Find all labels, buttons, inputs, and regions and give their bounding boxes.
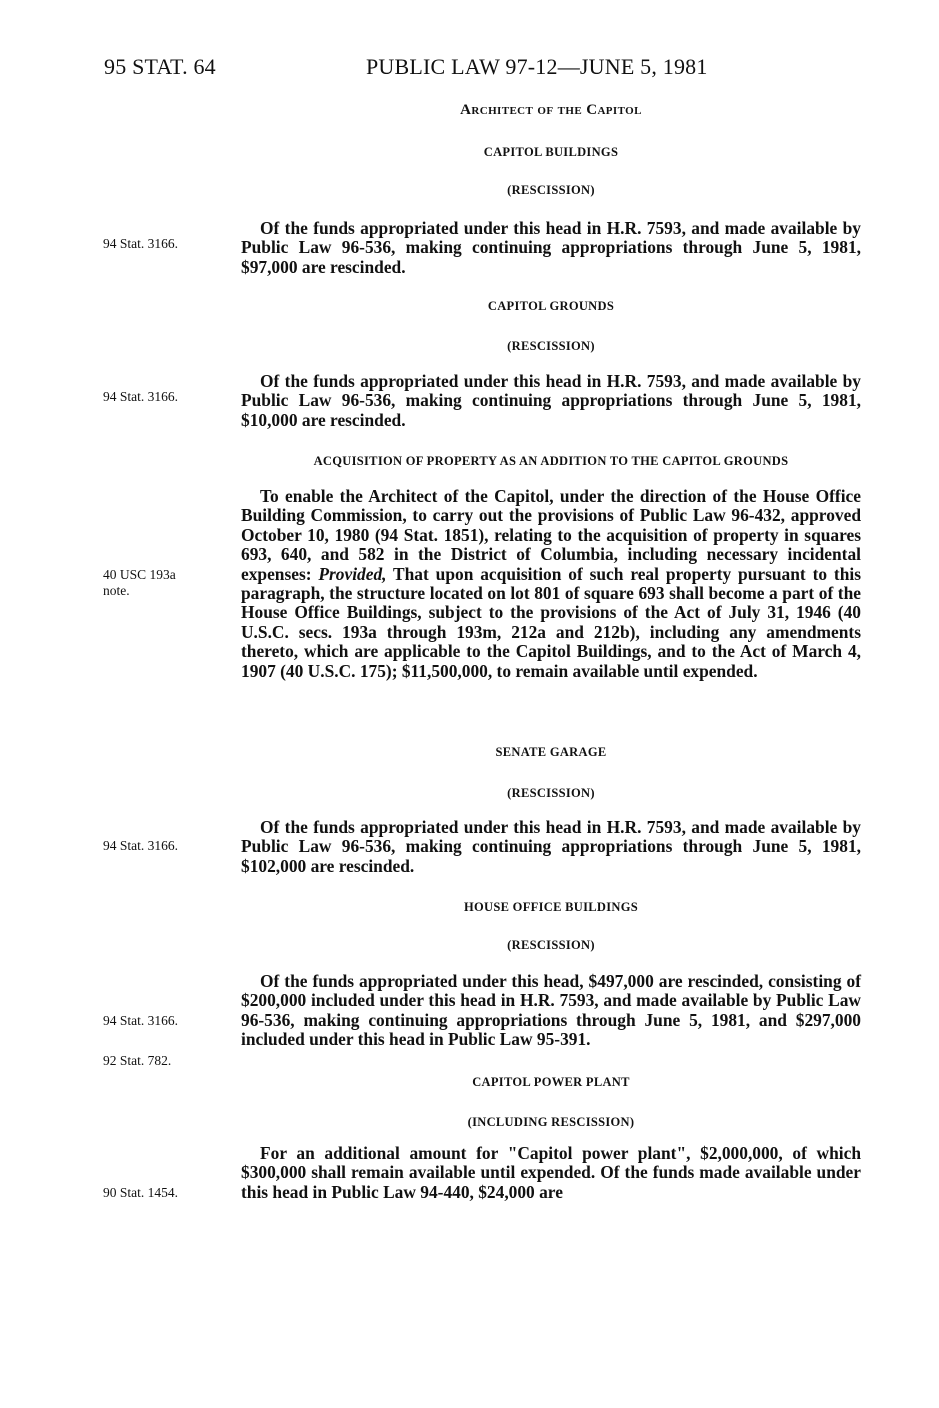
section-subheading-capitol-power-plant: (INCLUDING RESCISSION) [467,1115,635,1129]
margin-note-capitol-grounds: 94 Stat. 3166. [103,389,179,404]
acquisition-proviso: Provided, [318,563,387,584]
section-subheading-senate-garage: (RESCISSION) [507,786,595,800]
paragraph-senate-garage: Of the funds appropriated under this head in H.R. 7593, and made available by Public Law 96-536, making continuing appropriations through June 5, 1981, $102,000 are rescinded. [241,817,861,876]
paragraph-capitol-grounds: Of the funds appropriated under this head in H.R. 7593, and made available by Public Law 96-536, making continuing appropriations through June 5, 1981, $10,000 are rescinded. [241,371,861,430]
agency-heading: Architect of the Capitol [460,102,642,118]
paragraph-acquisition [241,487,861,681]
section-subheading-capitol-grounds: (RESCISSION) [507,339,595,353]
section-heading-senate-garage: SENATE GARAGE [495,745,607,759]
margin-note-acquisition-note: note. [103,583,130,598]
section-heading-capitol-buildings: CAPITOL BUILDINGS [483,145,619,159]
margin-note-house-office-94: 94 Stat. 3166. [103,1013,179,1028]
stat-reference: 95 STAT. 64 [104,54,216,79]
margin-note-capitol-buildings: 94 Stat. 3166. [103,236,179,251]
section-heading-capitol-grounds: CAPITOL GROUNDS [487,299,615,313]
section-heading-acquisition: ACQUISITION OF PROPERTY AS AN ADDITION TO THE CAPITOL GROUNDS [313,454,789,468]
margin-note-capitol-power-plant: 90 Stat. 1454. [103,1185,179,1200]
margin-note-acquisition-usc: 40 USC 193a [103,567,176,582]
section-heading-house-office-buildings: HOUSE OFFICE BUILDINGS [464,900,638,914]
margin-note-house-office-92: 92 Stat. 782. [103,1053,172,1068]
paragraph-capitol-buildings: Of the funds appropriated under this head in H.R. 7593, and made available by Public Law 96-536, making continuing appropriations through June 5, 1981, $97,000 are rescinded. [241,218,861,277]
acquisition-text-after: That upon acquisition of such real property pursuant to this paragraph, the structure located on lot 801 of square 693 shall become a part of the House Office Buildings, subject to the provisions of the Act of July 31, 1946 (40 U.S.C. secs. 193a through 193m, 212a and 212b), including any amendments thereto, which are applicable to the Capitol Buildings, and to the Act of March 4, 1907 (40 U.S.C. 175); $11,500,000, to remain available until expended. [241,563,861,681]
margin-note-senate-garage: 94 Stat. 3166. [103,838,179,853]
section-heading-capitol-power-plant: CAPITOL POWER PLANT [472,1075,630,1089]
acquisition-text-before: To enable the Architect of the Capitol, under the direction of the House Office Building Commission, to carry out the provisions of Public Law 96-432, approved October 10, 1980 (94 Stat. 1851), relating to the acquisition of property in squares 693, 640, and 582 in the District of Columbia, including necessary incidental expenses: [241,486,861,584]
paragraph-house-office-buildings: Of the funds appropriated under this head, $497,000 are rescinded, consisting of $200,000 included under this head in H.R. 7593, and made available by Public Law 96-536, making continuing appropriations through June 5, 1981, and $297,000 included under this head in Public Law 95-391. [241,971,861,1050]
section-subheading-house-office-buildings: (RESCISSION) [507,938,595,952]
paragraph-capitol-power-plant: For an additional amount for "Capitol power plant", $2,000,000, of which $300,000 shall remain available until expended. Of the funds made available under this head in Public Law 94-440, $24,000 are [241,1143,861,1202]
section-subheading-capitol-buildings: (RESCISSION) [507,183,595,197]
public-law-title: PUBLIC LAW 97-12—JUNE 5, 1981 [366,54,708,79]
